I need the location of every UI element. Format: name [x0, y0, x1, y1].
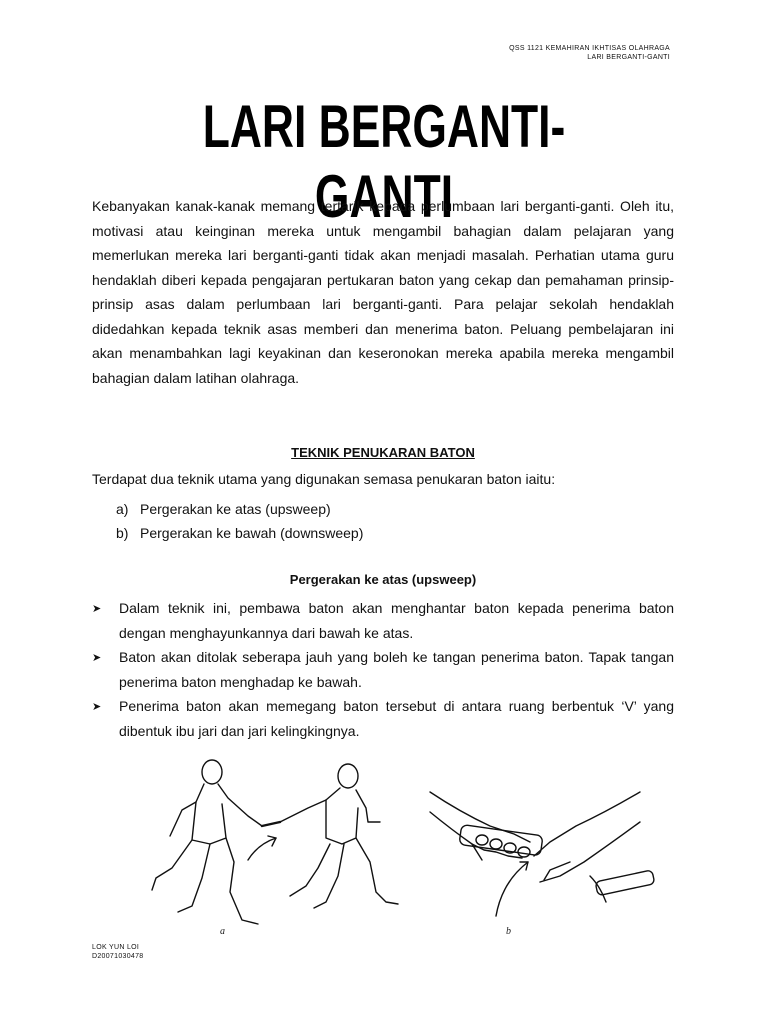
student-id: D20071030478	[92, 953, 144, 960]
bullet-text: Dalam teknik ini, pembawa baton akan menghantar baton kepada penerima baton dengan menghayunkannya dari bawah ke atas.	[119, 600, 674, 641]
running-header	[509, 44, 670, 62]
upsweep-bullets	[92, 596, 674, 743]
author-footer	[92, 943, 143, 961]
list-item	[116, 497, 363, 521]
list-marker: b)	[116, 525, 129, 541]
hands-drawing	[430, 792, 655, 916]
author-name: LOK YUN LOI	[92, 944, 140, 951]
header-topic-line: LARI BERGANTI-GANTI	[587, 54, 670, 61]
section-lead: Terdapat dua teknik utama yang digunakan semasa penukaran baton iaitu:	[92, 471, 556, 487]
arrow-bullet-icon: ➤	[92, 701, 102, 713]
runners-drawing	[152, 760, 398, 924]
header-course-line: QSS 1121 KEMAHIRAN IKHTISAS OLAHRAGA	[509, 45, 670, 52]
page-title: LARI BERGANTI-GANTI	[202, 93, 566, 230]
arrow-bullet-icon: ➤	[92, 603, 102, 615]
figure-label-a: a	[220, 926, 225, 937]
list-item	[92, 645, 674, 694]
list-item-text: Pergerakan ke atas (upsweep)	[140, 501, 331, 517]
section-heading: TEKNIK PENUKARAN BATON	[291, 445, 475, 460]
bullet-text: Penerima baton akan memegang baton tersebut di antara ruang berbentuk ‘V’ yang dibentuk ibu jari dan jari kelingkingnya.	[119, 698, 674, 739]
list-item	[92, 596, 674, 645]
list-item	[116, 521, 363, 545]
list-marker: a)	[116, 501, 129, 517]
list-item-text: Pergerakan ke bawah (downsweep)	[140, 525, 364, 541]
arrow-bullet-icon: ➤	[92, 652, 102, 664]
subsection-heading: Pergerakan ke atas (upsweep)	[289, 572, 477, 587]
intro-paragraph: Kebanyakan kanak-kanak memang tertarik kepada perlumbaan lari berganti-ganti. Oleh itu, motivasi atau keinginan mereka untuk mengambil bahagian dalam pelajaran yang memerlukan mereka lari berganti-ganti tidak akan menjadi masalah. Perhatian utama guru hendaklah diberi kepada pengajaran pertukaran baton yang cekap dan pemahaman prinsip-prinsip asas dalam perlumbaan lari berganti-ganti. Para pelajar sekolah hendaklah didedahkan kepada teknik asas memberi dan menerima baton. Peluang pembelajaran ini akan menambahkan lagi keyakinan dan keseronokan mereka apabila mereka mengambil bahagian dalam latihan olahraga.	[92, 198, 674, 386]
list-item	[92, 694, 674, 743]
baton-exchange-illustration	[130, 752, 660, 942]
bullet-text: Baton akan ditolak seberapa jauh yang boleh ke tangan penerima baton. Tapak tangan penerima baton menghadap ke bawah.	[119, 649, 674, 690]
figure-label-b: b	[506, 926, 511, 937]
technique-list	[116, 497, 363, 545]
